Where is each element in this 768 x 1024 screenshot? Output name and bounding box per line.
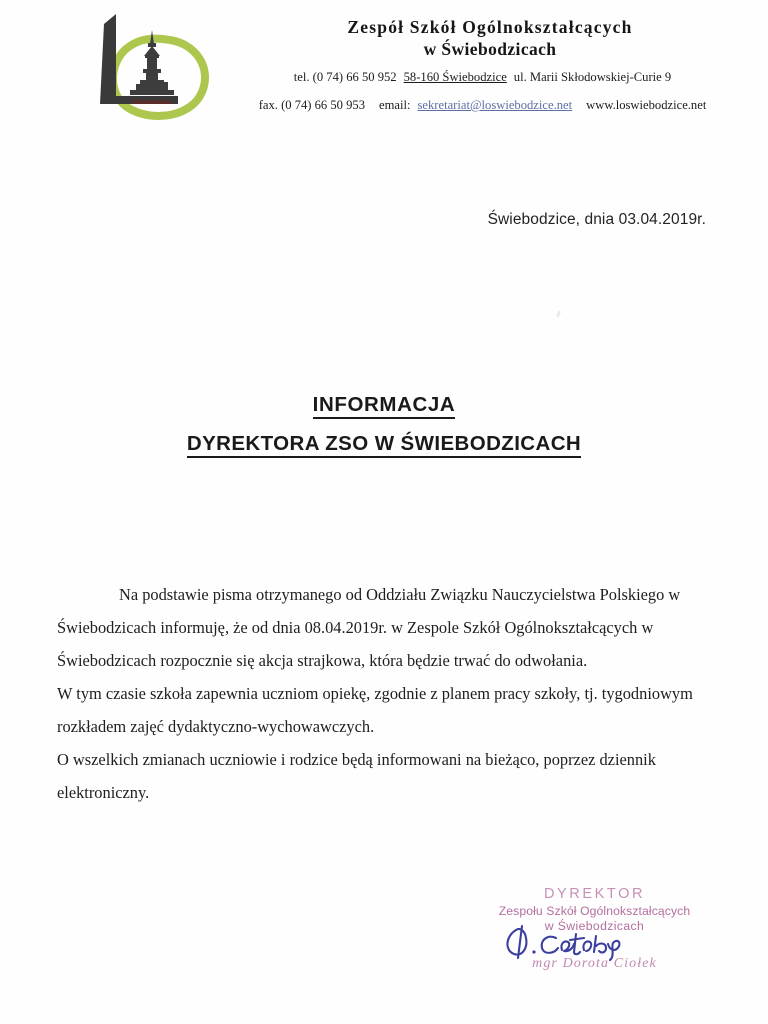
document-body xyxy=(57,578,693,809)
email-label: email: xyxy=(379,98,411,112)
school-name xyxy=(255,16,725,60)
stamp-line-city: w Świebodzicach xyxy=(544,919,645,933)
stamp-line-title: DYREKTOR xyxy=(543,886,646,902)
body-paragraph-1: Na podstawie pisma otrzymanego od Oddziału Związku Nauczycielstwa Polskiego w Świebodzicach informuję, że od dnia 08.04.2019r. w Zespole Szkół Ogólnokształcących w Świebodzicach rozpocznie się akcja strajkowa, która będzie trwać do odwołania. xyxy=(57,585,681,670)
logo-caption: Świebodzice xyxy=(132,99,172,106)
document-subtitle xyxy=(0,431,768,457)
document-title-text: INFORMACJA xyxy=(313,393,456,419)
website-url: www.loswiebodzice.net xyxy=(586,98,707,112)
stamp-director-name: mgr Dorota Ciołek xyxy=(532,956,657,971)
scan-artifact xyxy=(556,311,561,318)
postal-address: 58-160 Świebodzice xyxy=(403,70,507,84)
street-address: ul. Marii Skłodowskiej-Curie 9 xyxy=(513,70,672,84)
school-logo xyxy=(70,8,220,126)
school-name-line2: w Świebodzicach xyxy=(423,39,557,59)
document-title-block xyxy=(0,392,768,457)
contact-line-fax-email xyxy=(210,98,755,113)
fax-number: fax. (0 74) 66 50 953 xyxy=(258,98,366,112)
contact-line-phone xyxy=(210,70,755,85)
director-stamp xyxy=(482,886,707,986)
school-name-line1: Zespół Szkół Ogólnokształcących xyxy=(347,17,633,37)
date-line: Świebodzice, dnia 03.04.2019r. xyxy=(487,211,706,228)
document-subtitle-text: DYREKTORA ZSO W ŚWIEBODZICACH xyxy=(187,432,581,458)
document-title xyxy=(0,392,768,418)
phone-number: tel. (0 74) 66 50 952 xyxy=(293,70,397,84)
letterhead xyxy=(0,0,768,135)
email-link[interactable]: sekretariat@loswiebodzice.net xyxy=(417,98,573,112)
body-paragraph-3: O wszelkich zmianach uczniowie i rodzice będą informowani na bieżąco, poprzez dziennik elektroniczny. xyxy=(57,750,656,802)
stamp-line-school: Zespołu Szkół Ogólnokształcących xyxy=(498,904,691,918)
body-paragraph-2: W tym czasie szkoła zapewnia uczniom opiekę, zgodnie z planem pracy szkoły, tj. tygodniowym rozkładem zajęć dydaktyczno-wychowawczych. xyxy=(57,684,693,736)
